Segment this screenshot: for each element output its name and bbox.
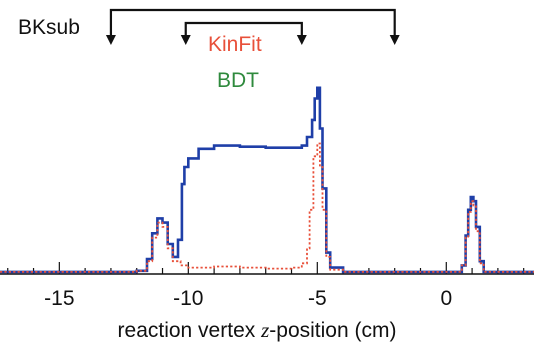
legend-label-bdt: BDT xyxy=(217,69,259,92)
series-group xyxy=(0,88,534,272)
x-ticks xyxy=(8,262,524,310)
legend-label-kinfit: KinFit xyxy=(208,33,262,56)
series-line-bksub xyxy=(0,88,534,272)
legend-label-bksub: BKsub xyxy=(18,16,80,39)
x-axis-title-variable: z xyxy=(261,318,270,342)
x-tick-label: -5 xyxy=(307,287,327,310)
bracket-bksub-left-arrow xyxy=(106,35,116,45)
x-axis-title-suffix: -position (cm) xyxy=(269,319,397,342)
x-tick-label: -10 xyxy=(173,287,204,310)
bracket-bksub-right-arrow xyxy=(390,35,400,45)
x-tick-label: 0 xyxy=(440,287,453,310)
x-tick-label: -15 xyxy=(44,287,75,310)
bracket-kinfit-right-arrow xyxy=(297,35,307,45)
series-line-kinfit xyxy=(0,144,534,272)
x-axis-title xyxy=(118,318,397,342)
bracket-kinfit-left-arrow xyxy=(181,35,191,45)
x-axis-title-prefix: reaction vertex xyxy=(117,319,262,342)
